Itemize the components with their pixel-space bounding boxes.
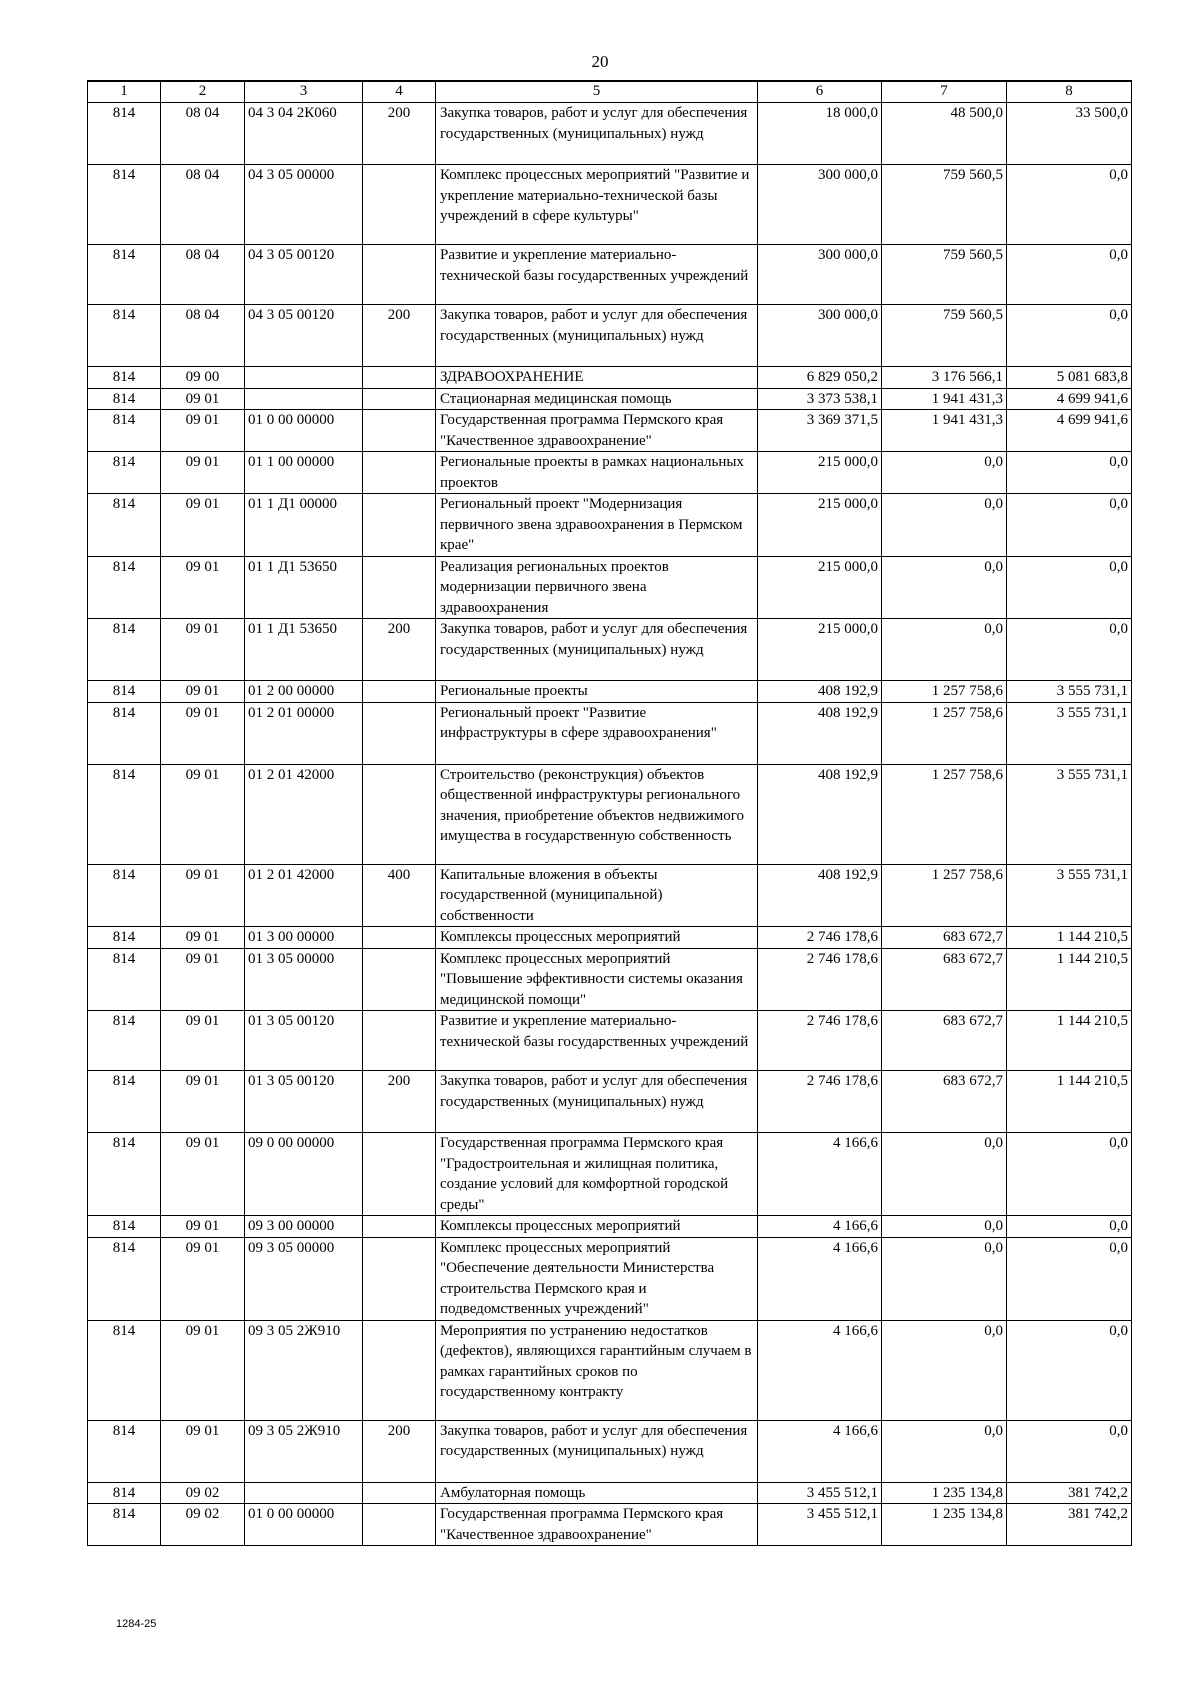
table-row <box>88 1216 1132 1238</box>
table-row <box>88 1504 1132 1546</box>
cell-col4 <box>363 245 436 305</box>
cell-col1: 814 <box>88 1133 161 1216</box>
cell-name: Закупка товаров, работ и услуг для обеспечения государственных (муниципальных) нужд <box>436 1071 758 1133</box>
table-row <box>88 1482 1132 1504</box>
cell-value-7: 3 176 566,1 <box>882 367 1007 389</box>
table-row <box>88 388 1132 410</box>
cell-col2: 09 01 <box>161 556 245 619</box>
cell-value-7: 683 672,7 <box>882 1011 1007 1071</box>
table-row <box>88 1237 1132 1320</box>
cell-value-6: 4 166,6 <box>758 1320 882 1420</box>
cell-name: Стационарная медицинская помощь <box>436 388 758 410</box>
cell-name: Комплекс процессных мероприятий "Обеспечение деятельности Министерства строительства Пермского края и подведомственных учреждений" <box>436 1237 758 1320</box>
cell-value-6: 300 000,0 <box>758 305 882 367</box>
cell-col3: 01 2 01 00000 <box>245 702 363 764</box>
cell-name: Закупка товаров, работ и услуг для обеспечения государственных (муниципальных) нужд <box>436 305 758 367</box>
table-row <box>88 927 1132 949</box>
table-row <box>88 948 1132 1011</box>
cell-col1: 814 <box>88 452 161 494</box>
cell-col1: 814 <box>88 764 161 864</box>
cell-col3: 01 1 Д1 53650 <box>245 556 363 619</box>
cell-col4: 400 <box>363 864 436 927</box>
cell-col1: 814 <box>88 556 161 619</box>
cell-value-7: 1 941 431,3 <box>882 410 1007 452</box>
cell-col1: 814 <box>88 681 161 703</box>
cell-col3: 04 3 05 00000 <box>245 165 363 245</box>
cell-col4 <box>363 948 436 1011</box>
cell-col2: 09 01 <box>161 1420 245 1482</box>
cell-value-6: 408 192,9 <box>758 864 882 927</box>
cell-name: Региональный проект "Модернизация первичного звена здравоохранения в Пермском крае" <box>436 494 758 557</box>
page-number: 20 <box>591 52 609 71</box>
cell-col1: 814 <box>88 1237 161 1320</box>
table-row <box>88 1320 1132 1420</box>
cell-value-8: 0,0 <box>1007 1216 1132 1238</box>
cell-name: Развитие и укрепление материально-технической базы государственных учреждений <box>436 245 758 305</box>
cell-col4 <box>363 494 436 557</box>
table-row <box>88 165 1132 245</box>
cell-col3: 01 3 00 00000 <box>245 927 363 949</box>
cell-col1: 814 <box>88 702 161 764</box>
cell-value-8: 0,0 <box>1007 245 1132 305</box>
cell-value-7: 0,0 <box>882 556 1007 619</box>
cell-col2: 09 02 <box>161 1482 245 1504</box>
table-row <box>88 1011 1132 1071</box>
column-header: 2 <box>161 81 245 103</box>
cell-col1: 814 <box>88 388 161 410</box>
cell-value-6: 215 000,0 <box>758 452 882 494</box>
cell-col4 <box>363 764 436 864</box>
cell-col4: 200 <box>363 1071 436 1133</box>
cell-col4 <box>363 927 436 949</box>
cell-col1: 814 <box>88 1216 161 1238</box>
cell-col4 <box>363 410 436 452</box>
cell-value-6: 2 746 178,6 <box>758 927 882 949</box>
cell-value-7: 0,0 <box>882 494 1007 557</box>
cell-name: Комплексы процессных мероприятий <box>436 927 758 949</box>
cell-col1: 814 <box>88 410 161 452</box>
cell-col4 <box>363 367 436 389</box>
cell-value-7: 759 560,5 <box>882 165 1007 245</box>
cell-value-6: 300 000,0 <box>758 165 882 245</box>
cell-name: Региональные проекты в рамках национальных проектов <box>436 452 758 494</box>
cell-value-6: 300 000,0 <box>758 245 882 305</box>
cell-value-6: 2 746 178,6 <box>758 1011 882 1071</box>
cell-col3: 09 3 05 2Ж910 <box>245 1420 363 1482</box>
cell-name: Амбулаторная помощь <box>436 1482 758 1504</box>
cell-value-7: 759 560,5 <box>882 305 1007 367</box>
cell-name: Закупка товаров, работ и услуг для обеспечения государственных (муниципальных) нужд <box>436 619 758 681</box>
cell-col4 <box>363 556 436 619</box>
column-header: 6 <box>758 81 882 103</box>
cell-col3 <box>245 388 363 410</box>
cell-value-6: 6 829 050,2 <box>758 367 882 389</box>
cell-value-8: 0,0 <box>1007 1133 1132 1216</box>
cell-value-8: 0,0 <box>1007 1237 1132 1320</box>
cell-col4 <box>363 1482 436 1504</box>
cell-col2: 09 01 <box>161 1011 245 1071</box>
cell-col1: 814 <box>88 245 161 305</box>
cell-col1: 814 <box>88 165 161 245</box>
cell-name: Государственная программа Пермского края "Качественное здравоохранение" <box>436 410 758 452</box>
column-header: 1 <box>88 81 161 103</box>
cell-value-7: 759 560,5 <box>882 245 1007 305</box>
cell-value-8: 4 699 941,6 <box>1007 388 1132 410</box>
cell-col1: 814 <box>88 1420 161 1482</box>
cell-value-6: 3 373 538,1 <box>758 388 882 410</box>
cell-value-6: 408 192,9 <box>758 764 882 864</box>
cell-col2: 09 01 <box>161 864 245 927</box>
cell-value-7: 1 235 134,8 <box>882 1504 1007 1546</box>
cell-col2: 09 01 <box>161 948 245 1011</box>
cell-col3: 09 3 00 00000 <box>245 1216 363 1238</box>
cell-col2: 08 04 <box>161 103 245 165</box>
cell-col4 <box>363 1011 436 1071</box>
column-header: 3 <box>245 81 363 103</box>
cell-col3: 09 0 00 00000 <box>245 1133 363 1216</box>
cell-name: Региональные проекты <box>436 681 758 703</box>
table-row <box>88 681 1132 703</box>
cell-name: Закупка товаров, работ и услуг для обеспечения государственных (муниципальных) нужд <box>436 103 758 165</box>
table-row <box>88 619 1132 681</box>
cell-value-6: 408 192,9 <box>758 702 882 764</box>
cell-col3: 04 3 04 2К060 <box>245 103 363 165</box>
column-header: 7 <box>882 81 1007 103</box>
table-row <box>88 245 1132 305</box>
cell-col2: 09 01 <box>161 1237 245 1320</box>
cell-col4 <box>363 1237 436 1320</box>
cell-col3: 09 3 05 00000 <box>245 1237 363 1320</box>
cell-col4: 200 <box>363 1420 436 1482</box>
cell-col1: 814 <box>88 1320 161 1420</box>
cell-col1: 814 <box>88 1071 161 1133</box>
cell-value-8: 3 555 731,1 <box>1007 702 1132 764</box>
cell-value-8: 0,0 <box>1007 452 1132 494</box>
cell-name: Комплексы процессных мероприятий <box>436 1216 758 1238</box>
column-number-row <box>88 81 1132 103</box>
cell-col2: 09 01 <box>161 619 245 681</box>
cell-value-6: 215 000,0 <box>758 619 882 681</box>
cell-col4 <box>363 452 436 494</box>
cell-name: Реализация региональных проектов модернизации первичного звена здравоохранения <box>436 556 758 619</box>
table-row <box>88 410 1132 452</box>
cell-name: ЗДРАВООХРАНЕНИЕ <box>436 367 758 389</box>
cell-col1: 814 <box>88 1504 161 1546</box>
cell-name: Капитальные вложения в объекты государственной (муниципальной) собственности <box>436 864 758 927</box>
column-header: 5 <box>436 81 758 103</box>
cell-value-8: 3 555 731,1 <box>1007 681 1132 703</box>
cell-col2: 09 02 <box>161 1504 245 1546</box>
cell-value-6: 215 000,0 <box>758 556 882 619</box>
cell-value-7: 0,0 <box>882 452 1007 494</box>
cell-col2: 09 01 <box>161 494 245 557</box>
table-row <box>88 864 1132 927</box>
cell-value-7: 1 257 758,6 <box>882 681 1007 703</box>
table-row <box>88 1071 1132 1133</box>
cell-name: Мероприятия по устранению недостатков (дефектов), являющихся гарантийным случаем в рамках гарантийных сроков по государственному контракту <box>436 1320 758 1420</box>
cell-value-6: 3 455 512,1 <box>758 1504 882 1546</box>
cell-col4 <box>363 1504 436 1546</box>
cell-value-7: 0,0 <box>882 1216 1007 1238</box>
cell-value-6: 4 166,6 <box>758 1237 882 1320</box>
cell-value-8: 5 081 683,8 <box>1007 367 1132 389</box>
cell-value-6: 3 455 512,1 <box>758 1482 882 1504</box>
cell-name: Комплекс процессных мероприятий "Повышение эффективности системы оказания медицинской помощи" <box>436 948 758 1011</box>
table-row <box>88 305 1132 367</box>
cell-col1: 814 <box>88 927 161 949</box>
cell-value-8: 3 555 731,1 <box>1007 764 1132 864</box>
cell-value-7: 683 672,7 <box>882 948 1007 1011</box>
cell-col2: 09 01 <box>161 1133 245 1216</box>
cell-col1: 814 <box>88 864 161 927</box>
cell-value-8: 1 144 210,5 <box>1007 1011 1132 1071</box>
cell-col1: 814 <box>88 305 161 367</box>
cell-col3 <box>245 1482 363 1504</box>
cell-value-7: 683 672,7 <box>882 927 1007 949</box>
cell-value-6: 18 000,0 <box>758 103 882 165</box>
cell-value-8: 3 555 731,1 <box>1007 864 1132 927</box>
cell-value-8: 0,0 <box>1007 305 1132 367</box>
cell-value-8: 4 699 941,6 <box>1007 410 1132 452</box>
cell-name: Развитие и укрепление материально-технической базы государственных учреждений <box>436 1011 758 1071</box>
cell-value-6: 3 369 371,5 <box>758 410 882 452</box>
cell-col1: 814 <box>88 1482 161 1504</box>
cell-name: Государственная программа Пермского края "Качественное здравоохранение" <box>436 1504 758 1546</box>
cell-col4 <box>363 165 436 245</box>
cell-value-7: 683 672,7 <box>882 1071 1007 1133</box>
cell-value-7: 1 941 431,3 <box>882 388 1007 410</box>
cell-col3: 01 1 Д1 00000 <box>245 494 363 557</box>
table-row <box>88 764 1132 864</box>
cell-col4 <box>363 681 436 703</box>
cell-col3: 04 3 05 00120 <box>245 245 363 305</box>
cell-col1: 814 <box>88 494 161 557</box>
table-row <box>88 1133 1132 1216</box>
cell-value-8: 0,0 <box>1007 1320 1132 1420</box>
cell-value-6: 215 000,0 <box>758 494 882 557</box>
cell-col1: 814 <box>88 367 161 389</box>
cell-col2: 09 01 <box>161 410 245 452</box>
cell-col2: 09 01 <box>161 927 245 949</box>
cell-value-7: 0,0 <box>882 1420 1007 1482</box>
cell-col1: 814 <box>88 619 161 681</box>
cell-col4 <box>363 388 436 410</box>
cell-value-8: 0,0 <box>1007 619 1132 681</box>
cell-col3: 01 0 00 00000 <box>245 410 363 452</box>
cell-col3: 01 0 00 00000 <box>245 1504 363 1546</box>
table-row <box>88 1420 1132 1482</box>
cell-col3 <box>245 367 363 389</box>
cell-col1: 814 <box>88 948 161 1011</box>
cell-col4 <box>363 702 436 764</box>
cell-col1: 814 <box>88 103 161 165</box>
cell-name: Региональный проект "Развитие инфраструктуры в сфере здравоохранения" <box>436 702 758 764</box>
cell-value-6: 2 746 178,6 <box>758 948 882 1011</box>
table-row <box>88 702 1132 764</box>
cell-value-7: 48 500,0 <box>882 103 1007 165</box>
cell-value-8: 1 144 210,5 <box>1007 1071 1132 1133</box>
table-row <box>88 494 1132 557</box>
cell-col2: 09 01 <box>161 681 245 703</box>
cell-value-8: 381 742,2 <box>1007 1482 1132 1504</box>
cell-col2: 08 04 <box>161 165 245 245</box>
cell-col4: 200 <box>363 103 436 165</box>
cell-name: Закупка товаров, работ и услуг для обеспечения государственных (муниципальных) нужд <box>436 1420 758 1482</box>
cell-value-7: 0,0 <box>882 1320 1007 1420</box>
cell-col2: 09 01 <box>161 1320 245 1420</box>
cell-col3: 01 3 05 00000 <box>245 948 363 1011</box>
table-body <box>88 103 1132 1546</box>
cell-col2: 09 00 <box>161 367 245 389</box>
cell-col2: 09 01 <box>161 1071 245 1133</box>
cell-value-7: 0,0 <box>882 1133 1007 1216</box>
table-row <box>88 103 1132 165</box>
cell-col2: 09 01 <box>161 1216 245 1238</box>
table-row <box>88 367 1132 389</box>
cell-col4 <box>363 1320 436 1420</box>
cell-col1: 814 <box>88 1011 161 1071</box>
column-header: 4 <box>363 81 436 103</box>
cell-value-8: 33 500,0 <box>1007 103 1132 165</box>
cell-value-6: 4 166,6 <box>758 1216 882 1238</box>
cell-col3: 01 3 05 00120 <box>245 1011 363 1071</box>
table-row <box>88 452 1132 494</box>
cell-col4: 200 <box>363 305 436 367</box>
cell-value-6: 4 166,6 <box>758 1420 882 1482</box>
document-code: 1284-25 <box>116 1618 157 1630</box>
cell-value-8: 0,0 <box>1007 556 1132 619</box>
cell-col2: 08 04 <box>161 305 245 367</box>
cell-value-6: 4 166,6 <box>758 1133 882 1216</box>
cell-name: Государственная программа Пермского края "Градостроительная и жилищная политика, создание условий для комфортной городской среды" <box>436 1133 758 1216</box>
cell-name: Строительство (реконструкция) объектов общественной инфраструктуры регионального значения, приобретение объектов недвижимого имущества в государственную собственность <box>436 764 758 864</box>
cell-col2: 09 01 <box>161 388 245 410</box>
cell-col2: 09 01 <box>161 764 245 864</box>
budget-table <box>87 80 1132 1546</box>
cell-value-7: 1 257 758,6 <box>882 764 1007 864</box>
cell-col2: 08 04 <box>161 245 245 305</box>
cell-value-7: 1 257 758,6 <box>882 864 1007 927</box>
cell-value-7: 1 257 758,6 <box>882 702 1007 764</box>
cell-col3: 01 2 00 00000 <box>245 681 363 703</box>
cell-col2: 09 01 <box>161 452 245 494</box>
cell-value-6: 408 192,9 <box>758 681 882 703</box>
cell-col4 <box>363 1133 436 1216</box>
cell-value-8: 0,0 <box>1007 1420 1132 1482</box>
cell-value-6: 2 746 178,6 <box>758 1071 882 1133</box>
cell-value-8: 1 144 210,5 <box>1007 948 1132 1011</box>
cell-value-8: 1 144 210,5 <box>1007 927 1132 949</box>
cell-col3: 01 3 05 00120 <box>245 1071 363 1133</box>
column-header: 8 <box>1007 81 1132 103</box>
cell-col4: 200 <box>363 619 436 681</box>
cell-col2: 09 01 <box>161 702 245 764</box>
cell-col3: 09 3 05 2Ж910 <box>245 1320 363 1420</box>
cell-value-8: 0,0 <box>1007 494 1132 557</box>
cell-col4 <box>363 1216 436 1238</box>
cell-value-7: 1 235 134,8 <box>882 1482 1007 1504</box>
table-row <box>88 556 1132 619</box>
cell-col3: 01 1 Д1 53650 <box>245 619 363 681</box>
cell-col3: 01 1 00 00000 <box>245 452 363 494</box>
cell-col3: 04 3 05 00120 <box>245 305 363 367</box>
cell-value-7: 0,0 <box>882 1237 1007 1320</box>
cell-col3: 01 2 01 42000 <box>245 864 363 927</box>
cell-value-7: 0,0 <box>882 619 1007 681</box>
cell-col3: 01 2 01 42000 <box>245 764 363 864</box>
cell-value-8: 381 742,2 <box>1007 1504 1132 1546</box>
cell-value-8: 0,0 <box>1007 165 1132 245</box>
cell-name: Комплекс процессных мероприятий "Развитие и укрепление материально-технической базы учреждений в сфере культуры" <box>436 165 758 245</box>
